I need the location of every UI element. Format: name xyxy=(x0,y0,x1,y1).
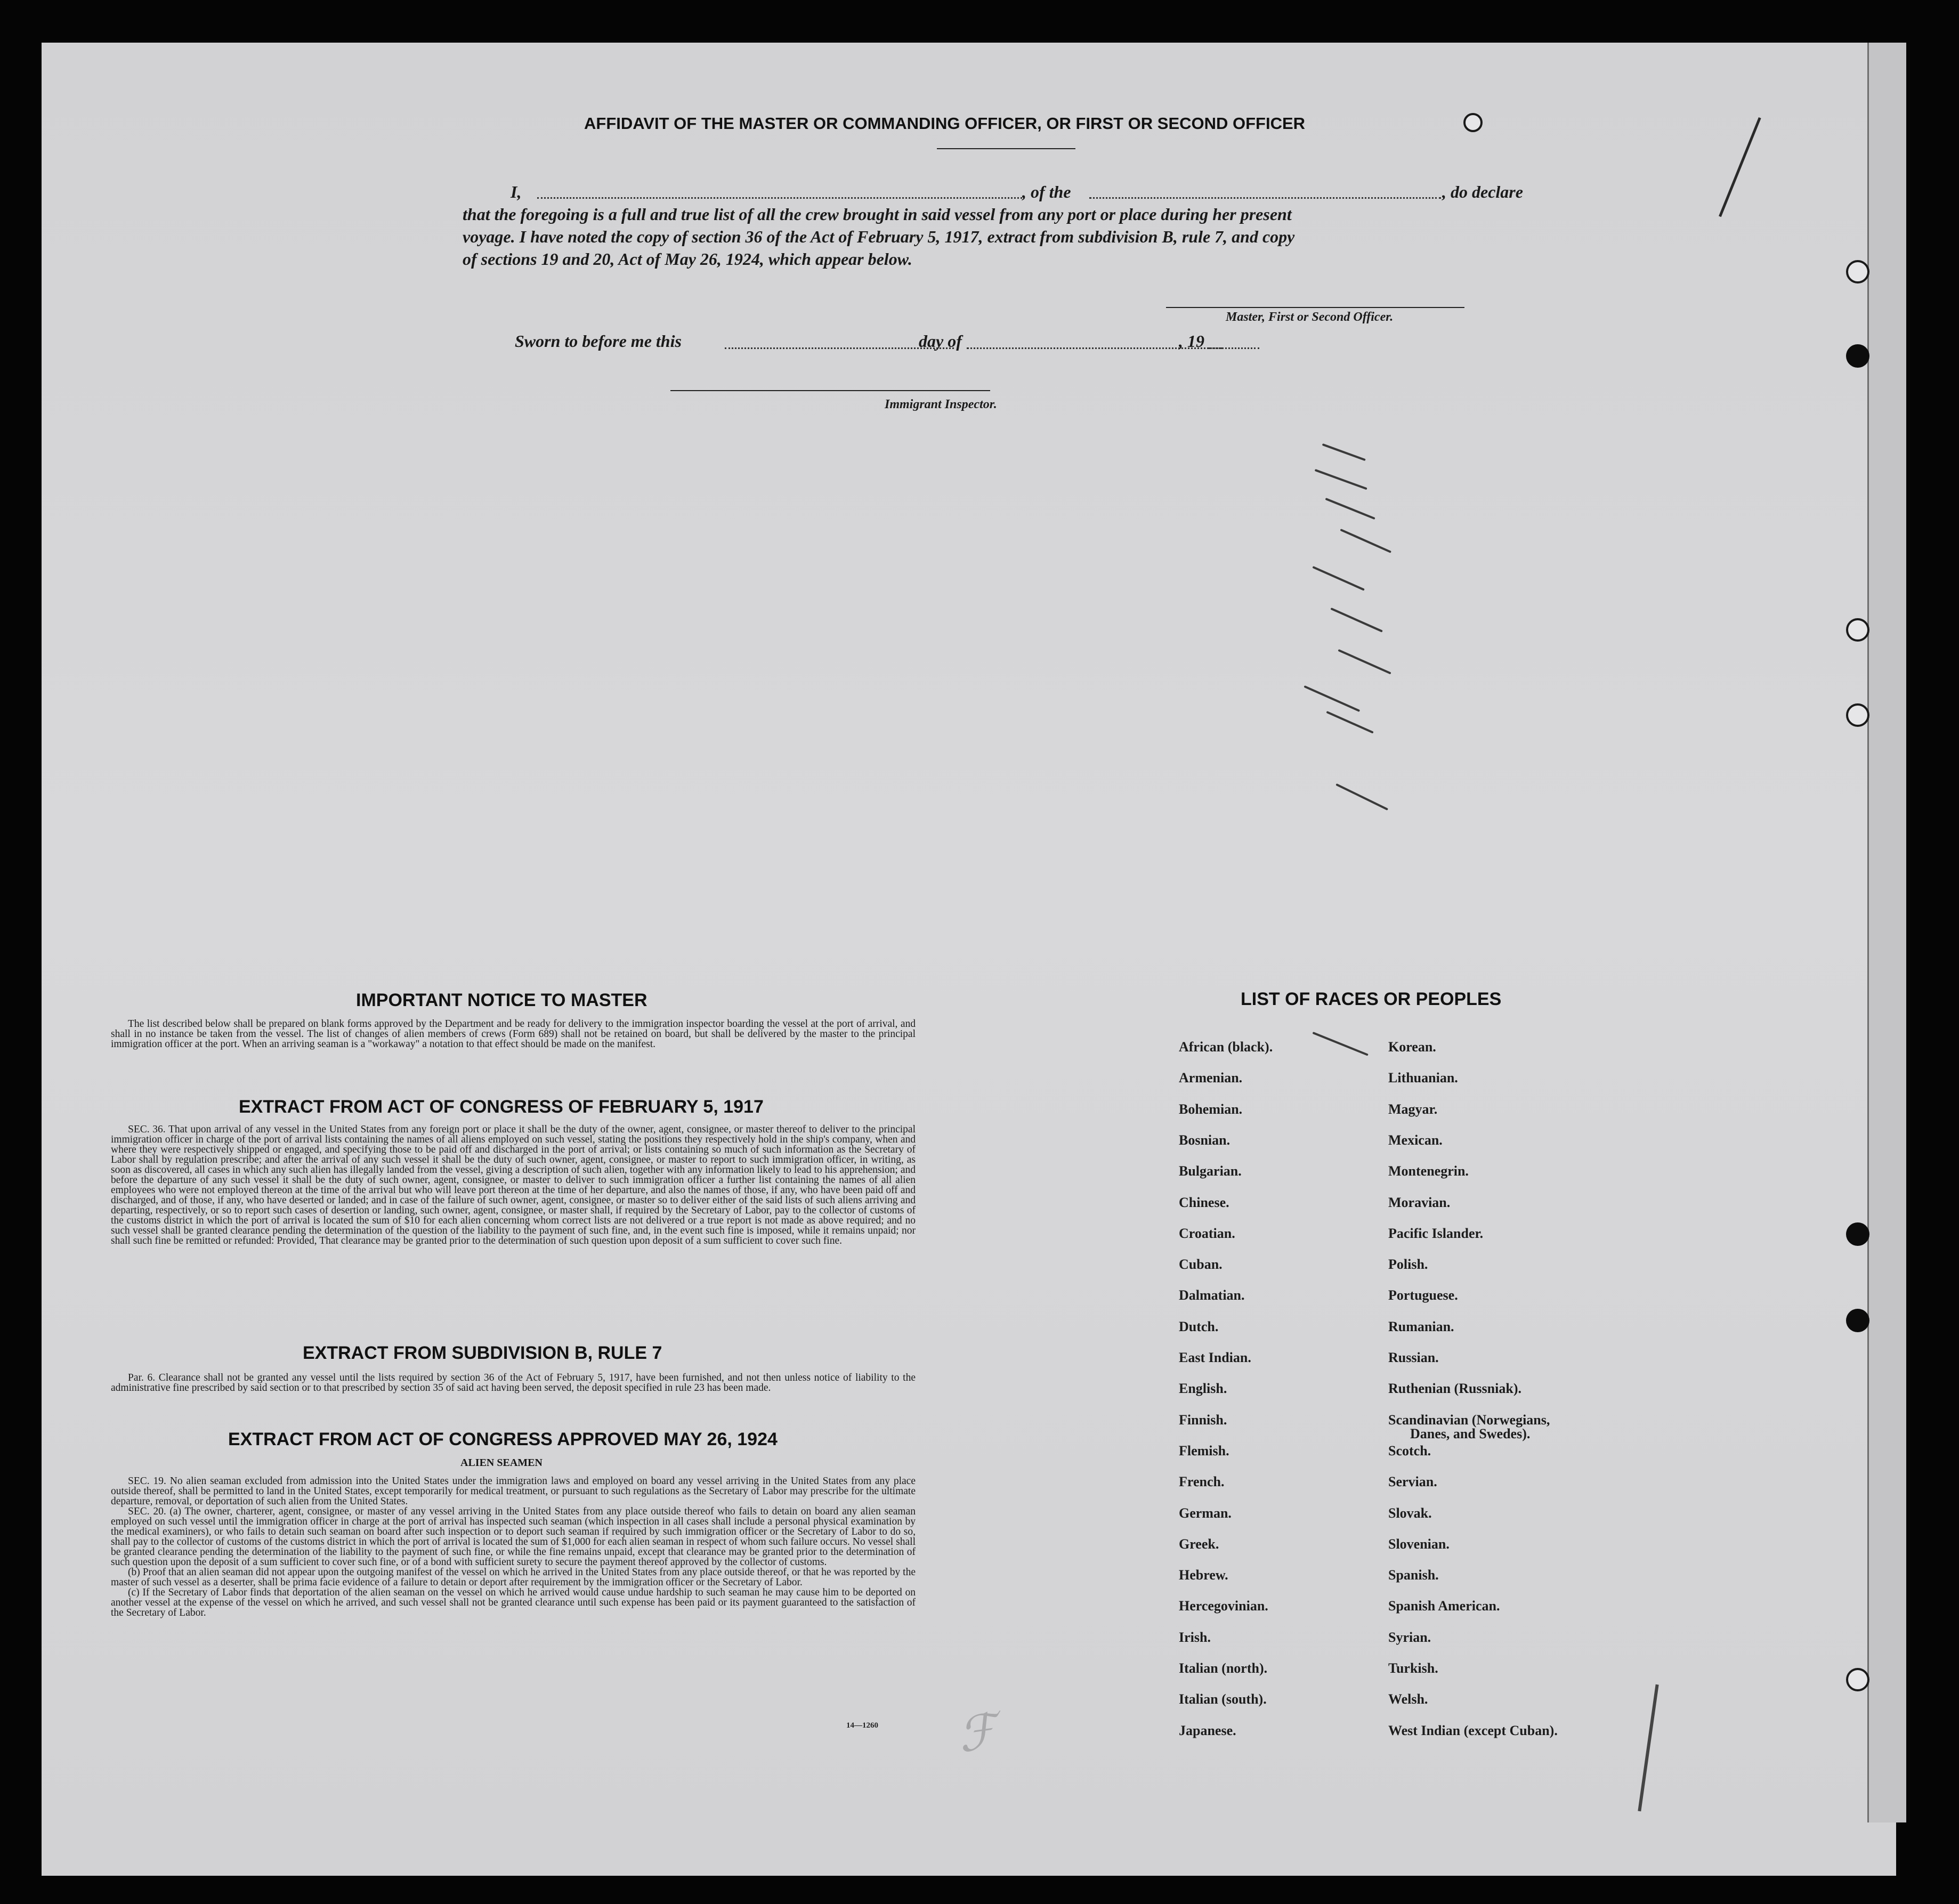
affidavit-do-declare: , do declare xyxy=(1442,182,1523,201)
race-item: Magyar. xyxy=(1388,1101,1438,1117)
officer-signature-line xyxy=(1166,307,1464,308)
ink-stroke xyxy=(1322,443,1366,461)
race-item: Dutch. xyxy=(1179,1318,1219,1334)
race-item: African (black). xyxy=(1179,1039,1273,1055)
handwritten-stroke xyxy=(1638,1684,1658,1811)
race-item: Armenian. xyxy=(1179,1070,1243,1086)
punch-hole xyxy=(1846,1309,1869,1332)
handwritten-mark xyxy=(1719,117,1791,229)
ink-stroke xyxy=(1325,498,1375,520)
race-item: Servian. xyxy=(1388,1474,1437,1490)
race-item: Cuban. xyxy=(1179,1257,1223,1273)
race-item: Hebrew. xyxy=(1179,1567,1228,1583)
race-item: Finnish. xyxy=(1179,1412,1227,1428)
race-item: Polish. xyxy=(1388,1257,1428,1273)
inspector-caption: Immigrant Inspector. xyxy=(885,398,997,411)
punch-hole xyxy=(1846,703,1869,727)
form-code: 14—1260 xyxy=(846,1721,878,1730)
race-item: Russian. xyxy=(1388,1350,1439,1365)
extract-1917-body xyxy=(111,1124,916,1246)
race-item: Portuguese. xyxy=(1388,1287,1458,1303)
race-item: Chinese. xyxy=(1179,1194,1229,1210)
race-item-continuation: Danes, and Swedes). xyxy=(1410,1425,1531,1441)
race-item: West Indian (except Cuban). xyxy=(1388,1722,1558,1738)
affidavit-i: I, xyxy=(511,182,522,201)
extract-1917-title: EXTRACT FROM ACT OF CONGRESS OF FEBRUARY 5, 1917 xyxy=(239,1097,764,1117)
race-item: Moravian. xyxy=(1388,1194,1451,1210)
race-item: Bosnian. xyxy=(1179,1132,1231,1148)
sworn-text: Sworn to before me this xyxy=(515,331,682,351)
punch-hole xyxy=(1846,260,1869,283)
subdivision-title: EXTRACT FROM SUBDIVISION B, RULE 7 xyxy=(303,1343,662,1363)
race-item: Spanish. xyxy=(1388,1567,1439,1583)
affidavit-of-the: , of the xyxy=(1022,182,1071,201)
race-item: Croatian. xyxy=(1179,1225,1235,1241)
race-item: Welsh. xyxy=(1388,1691,1428,1707)
race-item: Flemish. xyxy=(1179,1443,1229,1459)
sec36-paragraph: SEC. 36. That upon arrival of any vessel in the United States from any foreign port or place it shall be the duty of the owner, agent, consignee, or master thereof to deliver to the principal immigration officer in charge of the port of arrival lists containing the names of all aliens employed on such vessel, stating the positions they respectively hold in the ship's company, when and where they were respectively shipped or engaged, and specifying those to be paid off and discharged in the port of arrival; or lists containing so much of such information as the Secretary of Labor shall by regulation prescribe; and after the arrival of any such vessel it shall be the duty of such owner, agent, consignee, or master to report to such immigration officer, in writing, as soon as discovered, all cases in which any such alien has illegally landed from the vessel, giving a description of such alien, together with any information likely to lead to his apprehension; and before the departure of any such vessel it shall be the duty of such owner, agent, consignee, or master to deliver to such immigration officer a further list containing the names of all alien employees who were not employed thereon at the time of the arrival but who will leave port thereon at the time of her departure, and also the names of those, if any, who have been paid off and discharged, and of those, if any, who have deserted or landed; and in case of the failure of such owner, agent, consignee, or master so to deliver either of the said lists of such aliens arriving and departing, respectively, or so to report such cases of desertion or landing, such owner, agent, consignee, or master shall, if required by the Secretary of Labor, pay to the collector of customs of the customs district in which the port of arrival is located the sum of $10 for each alien concerning whom correct lists are not delivered or a true report is not made as above required; and no such vessel shall be granted clearance pending the determination of the question of the liability to the payment of such fine, and, in the event such fine is imposed, while it remains unpaid; nor shall such fine be remitted or refunded: Provided, That clearance may be granted prior to the determination of such question upon deposit of a sum sufficient to cover such fine. xyxy=(111,1124,916,1246)
race-item: English. xyxy=(1179,1381,1227,1397)
race-item: Italian (north). xyxy=(1179,1660,1268,1676)
affidavit-line3: voyage. I have noted the copy of section 36 of the Act of February 5, 1917, extract from subdivision B, rule 7, and copy xyxy=(463,227,1295,246)
sec19-paragraph: SEC. 19. No alien seaman excluded from admission into the United States under the immigration laws and employed on board any vessel arriving in the United States from any place outside thereof, shall be permitted to land in the United States, except temporarily for medical treatment, or pursuant to such regulations as the Secretary of Labor may prescribe for the ultimate departure, removal, or deportation of such alien from the United States. xyxy=(111,1476,916,1507)
punch-hole xyxy=(1846,1222,1869,1246)
par6-paragraph: Par. 6. Clearance shall not be granted any vessel until the lists required by section 36 of the Act of February 5, 1917, have been furnished, and not then unless notice of liability to the administrative fine prescribed by said section or to that prescribed by section 35 of said act having been served, the deposit specified in rule 23 has been made. xyxy=(111,1372,916,1393)
race-item: Mexican. xyxy=(1388,1132,1443,1148)
punch-hole xyxy=(1846,344,1869,368)
name-blank xyxy=(537,197,1022,199)
punch-hole xyxy=(1846,618,1869,642)
sec20a-paragraph: SEC. 20. (a) The owner, charterer, agent, consignee, or master of any vessel arriving in the United States from any place outside thereof who fails to detain on board any alien seaman employed on such vessel until the immigration officer in charge at the port of arrival has inspected such seaman (which inspection in all cases shall include a personal physical examination by the medical examiners), or who fails to detain such seaman on board after such inspection or to deport such seaman if required by such immigration officer or the Secretary of Labor to do so, shall pay to the collector of customs of the customs district in which the port of arrival is located the sum of $1,000 for each alien seaman in respect of whom such failure occurs. No vessel shall be granted clearance pending the determination of the liability to the payment of such fine, or while the fine remains unpaid, except that clearance may be granted prior to the determination of such question upon the deposit of a sum sufficient to cover such fine, or of a bond with sufficient surety to secure the payment thereof approved by the collector of customs. xyxy=(111,1506,916,1568)
race-item: Slovenian. xyxy=(1388,1536,1450,1552)
race-item: Syrian. xyxy=(1388,1629,1431,1645)
race-item: German. xyxy=(1179,1505,1232,1521)
vessel-blank xyxy=(1089,197,1441,199)
race-item: Irish. xyxy=(1179,1629,1211,1645)
officer-caption: Master, First or Second Officer. xyxy=(1226,310,1394,324)
notice-body xyxy=(111,1019,916,1049)
affidavit-title: AFFIDAVIT OF THE MASTER OR COMMANDING OFFICER, OR FIRST OR SECOND OFFICER xyxy=(584,114,1306,133)
race-item: Bohemian. xyxy=(1179,1101,1243,1117)
affidavit-line2: that the foregoing is a full and true list of all the crew brought in said vessel from any port or place during her present xyxy=(463,205,1292,224)
notice-paragraph: The list described below shall be prepared on blank forms approved by the Department and be ready for delivery to the immigration inspector boarding the vessel at the port of arrival, and shall in no instance be taken from the vessel. The list of changes of alien members of crews (Form 689) shall not be retained on board, but shall be delivered by the master to the principal immigration officer at the port. When an arriving seaman is a "workaway" a notation to that effect should be made on the manifest. xyxy=(111,1018,916,1050)
extract-1924-body xyxy=(111,1476,916,1618)
title-underline xyxy=(937,148,1075,149)
race-item: Hercegovinian. xyxy=(1179,1598,1268,1614)
race-item: Scotch. xyxy=(1388,1443,1431,1459)
form-sheet xyxy=(42,43,1896,1876)
race-item: Korean. xyxy=(1388,1039,1436,1055)
race-item: Scandinavian (Norwegians, xyxy=(1388,1412,1550,1428)
race-item: East Indian. xyxy=(1179,1350,1251,1365)
ink-stroke xyxy=(1338,649,1391,675)
race-item: Spanish American. xyxy=(1388,1598,1500,1614)
ink-stroke xyxy=(1335,783,1388,811)
race-item: Dalmatian. xyxy=(1179,1287,1245,1303)
race-item: French. xyxy=(1179,1474,1225,1490)
races-title: LIST OF RACES OR PEOPLES xyxy=(1241,989,1502,1009)
binding-edge-strip xyxy=(1867,43,1906,1822)
race-item: Bulgarian. xyxy=(1179,1163,1242,1179)
punch-hole xyxy=(1463,113,1483,132)
ink-stroke xyxy=(1326,711,1373,734)
race-item: Greek. xyxy=(1179,1536,1219,1552)
extract-1924-title: EXTRACT FROM ACT OF CONGRESS APPROVED MAY 26, 1924 xyxy=(228,1429,778,1449)
sec20b-paragraph: (b) Proof that an alien seaman did not appear upon the outgoing manifest of the vessel on which he arrived in the United States from any place outside thereof, or that he was reported by the master of such vessel as a deserter, shall be prima facie evidence of a failure to detain or deport after requirement by the immigration officer or the Secretary of Labor. xyxy=(111,1567,916,1588)
race-item: Ruthenian (Russniak). xyxy=(1388,1381,1521,1397)
sworn-year: , 19 xyxy=(1179,331,1204,351)
ink-stroke xyxy=(1313,1032,1369,1056)
race-item: Lithuanian. xyxy=(1388,1070,1458,1086)
ink-stroke xyxy=(1315,469,1367,490)
race-item: Montenegrin. xyxy=(1388,1163,1469,1179)
ink-stroke xyxy=(1330,607,1382,633)
ink-stroke xyxy=(1340,529,1391,553)
race-item: Pacific Islander. xyxy=(1388,1225,1484,1241)
sec20c-paragraph: (c) If the Secretary of Labor finds that deportation of the alien seaman on the vessel on which he arrived would cause undue hardship to such seaman he may cause him to be deported on another vessel at the expense of the vessel on which he arrived, and such vessel shall not be granted clearance until such expense has been paid or its payment guaranteed to the satisfaction of the Secretary of Labor. xyxy=(111,1587,916,1618)
punch-hole xyxy=(1846,1668,1869,1691)
subdivision-body xyxy=(111,1373,916,1393)
faint-bleedthrough: ℱ xyxy=(954,1705,1000,1763)
inspector-signature-line xyxy=(670,390,990,391)
race-item: Slovak. xyxy=(1388,1505,1432,1521)
race-item: Rumanian. xyxy=(1388,1318,1454,1334)
ink-stroke xyxy=(1312,566,1364,591)
sworn-year-blank xyxy=(1209,347,1259,349)
race-item: Japanese. xyxy=(1179,1722,1236,1738)
sworn-day-of: day of xyxy=(919,331,962,351)
alien-seamen-subtitle: ALIEN SEAMEN xyxy=(460,1457,543,1469)
affidavit-line4: of sections 19 and 20, Act of May 26, 1924, which appear below. xyxy=(463,249,912,269)
race-item: Italian (south). xyxy=(1179,1691,1267,1707)
race-item: Turkish. xyxy=(1388,1660,1438,1676)
ink-stroke xyxy=(1304,685,1360,712)
notice-title: IMPORTANT NOTICE TO MASTER xyxy=(356,990,647,1010)
